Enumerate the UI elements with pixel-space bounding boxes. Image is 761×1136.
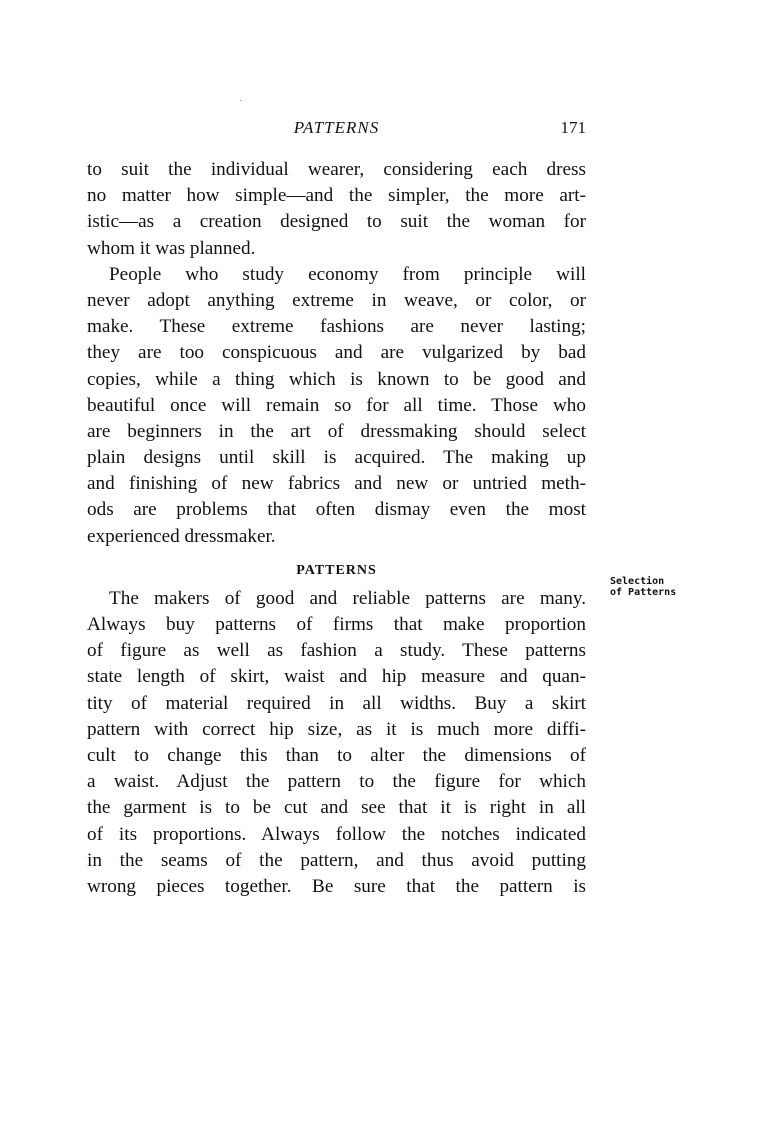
text-line: People who study economy from principle will — [109, 263, 586, 285]
text-line: of figure as well as fashion a study. These patterns — [87, 640, 586, 662]
running-title: PATTERNS — [293, 118, 380, 137]
scan-speck — [240, 100, 241, 101]
text-line: in the seams of the pattern, and thus avoid putting — [87, 849, 586, 871]
text-line: wrong pieces together. Be sure that the pattern is — [87, 875, 586, 897]
paragraph-continued — [87, 157, 586, 262]
text-line: the garment is to be cut and see that it is right in all — [87, 797, 586, 819]
text-line: experienced dressmaker. — [87, 525, 276, 547]
text-line: tity of material required in all widths. Buy a skirt — [87, 692, 586, 714]
text-line: they are too conspicuous and are vulgarized by bad — [87, 342, 586, 364]
text-line: whom it was planned. — [87, 237, 256, 259]
text-line: beautiful once will remain so for all time. Those who — [87, 394, 586, 416]
page-number: 171 — [560, 118, 586, 137]
body-text — [87, 157, 586, 900]
text-line: never adopt anything extreme in weave, or color, or — [87, 289, 586, 311]
text-line: are beginners in the art of dressmaking should select — [87, 420, 586, 442]
text-line: no matter how simple—and the simpler, the more art- — [87, 185, 586, 207]
page-header — [87, 118, 586, 142]
text-line: make. These extreme fashions are never lasting; — [87, 316, 586, 338]
text-line: and finishing of new fabrics and new or untried meth- — [87, 473, 586, 495]
margin-note-line: of Patterns — [610, 587, 677, 598]
margin-note — [610, 576, 676, 598]
text-line: copies, while a thing which is known to be good and — [87, 368, 586, 390]
text-line: a waist. Adjust the pattern to the figure for which — [87, 771, 586, 793]
text-line: of its proportions. Always follow the notches indicated — [87, 823, 586, 845]
text-line: cult to change this than to alter the dimensions of — [87, 744, 586, 766]
text-line: ods are problems that often dismay even the most — [87, 499, 586, 521]
paragraph-patterns — [87, 586, 586, 900]
text-line: pattern with correct hip size, as it is much more diffi- — [87, 718, 586, 740]
text-line: state length of skirt, waist and hip measure and quan- — [87, 666, 586, 688]
paragraph-economy — [87, 262, 586, 550]
text-line: plain designs until skill is acquired. The making up — [87, 447, 586, 469]
section-heading: PATTERNS — [296, 562, 377, 578]
margin-note-line: Selection — [610, 576, 665, 587]
text-line: The makers of good and reliable patterns are many. — [109, 587, 586, 609]
text-line: to suit the individual wearer, considering each dress — [87, 159, 586, 180]
text-line: istic—as a creation designed to suit the woman for — [87, 211, 586, 233]
text-line: Always buy patterns of firms that make proportion — [87, 614, 586, 635]
